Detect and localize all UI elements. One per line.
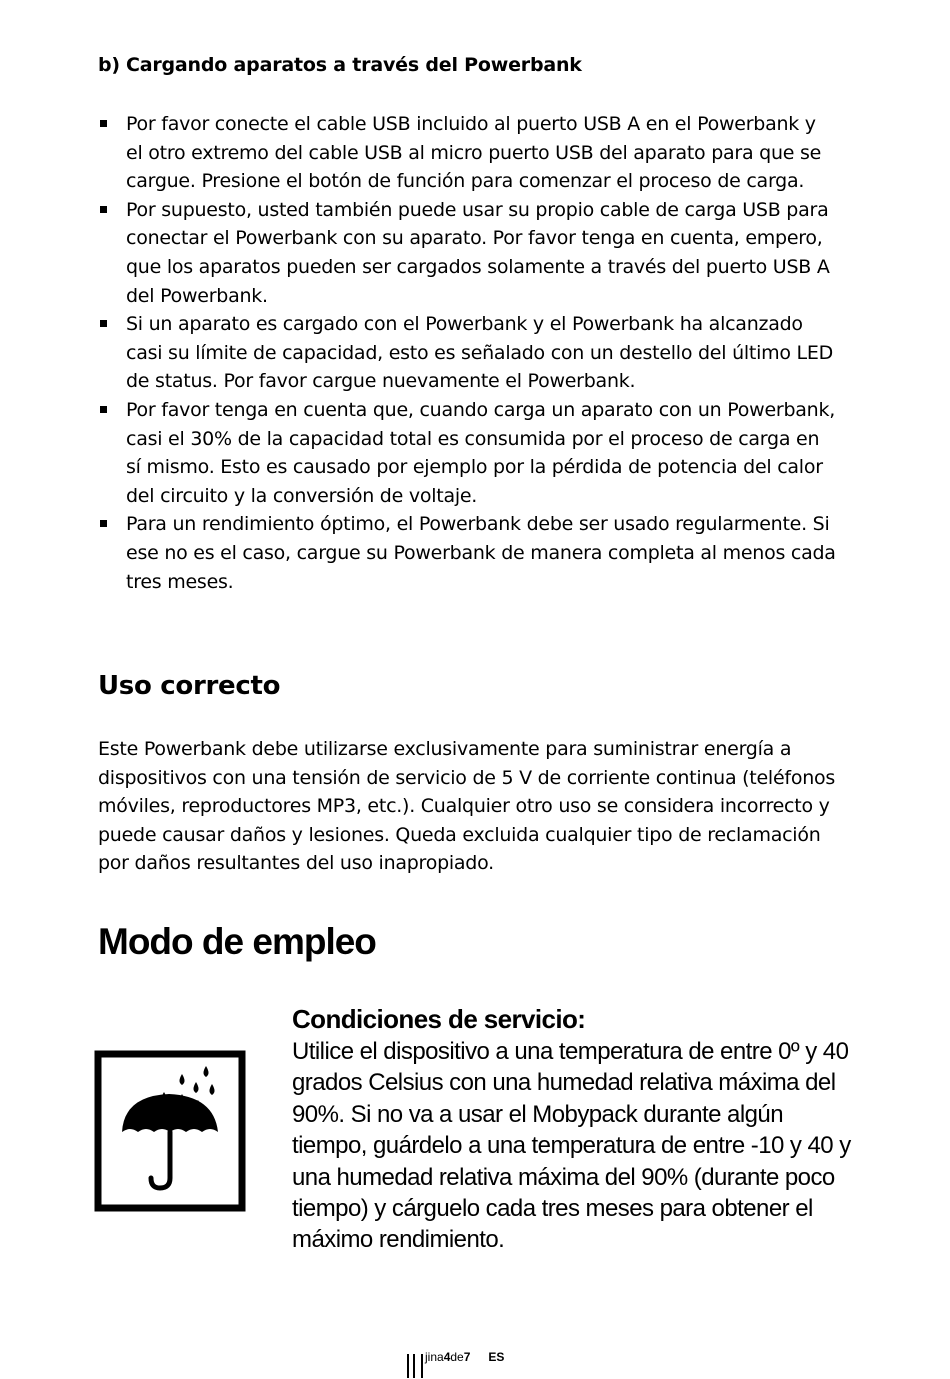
charging-bullet-list [98,110,838,596]
correct-use-heading: Uso correcto [98,671,281,701]
bullet-text: Por supuesto, usted también puede usar su propio cable de carga USB para conectar el Powerbank con su aparato. Por favor tenga en cuenta, empero, que los aparatos pueden ser cargados solamente a través del puerto USB A del Powerbank. [126,198,830,307]
charging-heading [98,54,582,76]
square-bullet-icon [100,206,107,213]
conditions-title: Condiciones de servicio: [292,1004,586,1034]
language-code: ES [488,1350,505,1364]
page-number: 4 [443,1350,451,1364]
square-bullet-icon [100,406,107,413]
conditions-text: Utilice el dispositivo a una temperatura de entre 0º y 40 grados Celsius con una humedad relativa máxima del 90%. Si no va a usar el Mobypack durante algún tiempo, guárdelo a una temperatura de entre -10 y 40 y una humedad relativa máxima del 90% (durante poco tiempo) y cárguelo cada tres meses para obtener el máximo rendimiento. [292,1038,851,1254]
usage-heading: Modo de empleo [98,921,376,962]
bullet-item [98,396,838,510]
charging-heading-text: Cargando aparatos a través del Powerbank [126,54,582,76]
square-bullet-icon [100,520,107,527]
bullet-item [98,510,838,596]
bullet-text: Si un aparato es cargado con el Powerbank y el Powerbank ha alcanzado casi su límite de capacidad, esto es señalado con un destello del último LED de status. Por favor cargue nuevamente el Powerbank. [126,313,834,393]
page-prefix: jina [425,1350,444,1364]
bullet-item [98,110,838,196]
cropped-glyph [405,1350,425,1378]
keep-dry-umbrella-icon [94,1050,246,1212]
page-of-label: de [450,1350,464,1364]
square-bullet-icon [100,120,107,127]
bullet-text: Por favor tenga en cuenta que, cuando carga un aparato con un Powerbank, casi el 30% de la capacidad total es consumida por el proceso de carga en sí mismo. Esto es causado por ejemplo por la pérdida de potencia del calor del circuito y la conversión de voltaje. [126,398,835,507]
bullet-text: Para un rendimiento óptimo, el Powerbank debe ser usado regularmente. Si ese no es el caso, cargue su Powerbank de manera completa al menos cada tres meses. [126,513,836,593]
bullet-item [98,196,838,310]
page-footer [405,1350,504,1378]
heading-marker: b) [98,54,120,76]
correct-use-paragraph: Este Powerbank debe utilizarse exclusivamente para suministrar energía a dispositivos con una tensión de servicio de 5 V de corriente continua (teléfonos móviles, reproductores MP3, etc.). Cualquier otro uso se considera incorrecto y puede causar daños y lesiones. Queda excluida cualquier tipo de reclamación por daños resultantes del uso inapropiado. [98,738,836,875]
total-pages: 7 [463,1350,471,1364]
bullet-text: Por favor conecte el cable USB incluido al puerto USB A en el Powerbank y el otro extremo del cable USB al micro puerto USB del aparato para que se cargue. Presione el botón de función para comenzar el proceso de carga. [126,113,822,193]
square-bullet-icon [100,320,107,327]
bullet-item [98,310,838,396]
